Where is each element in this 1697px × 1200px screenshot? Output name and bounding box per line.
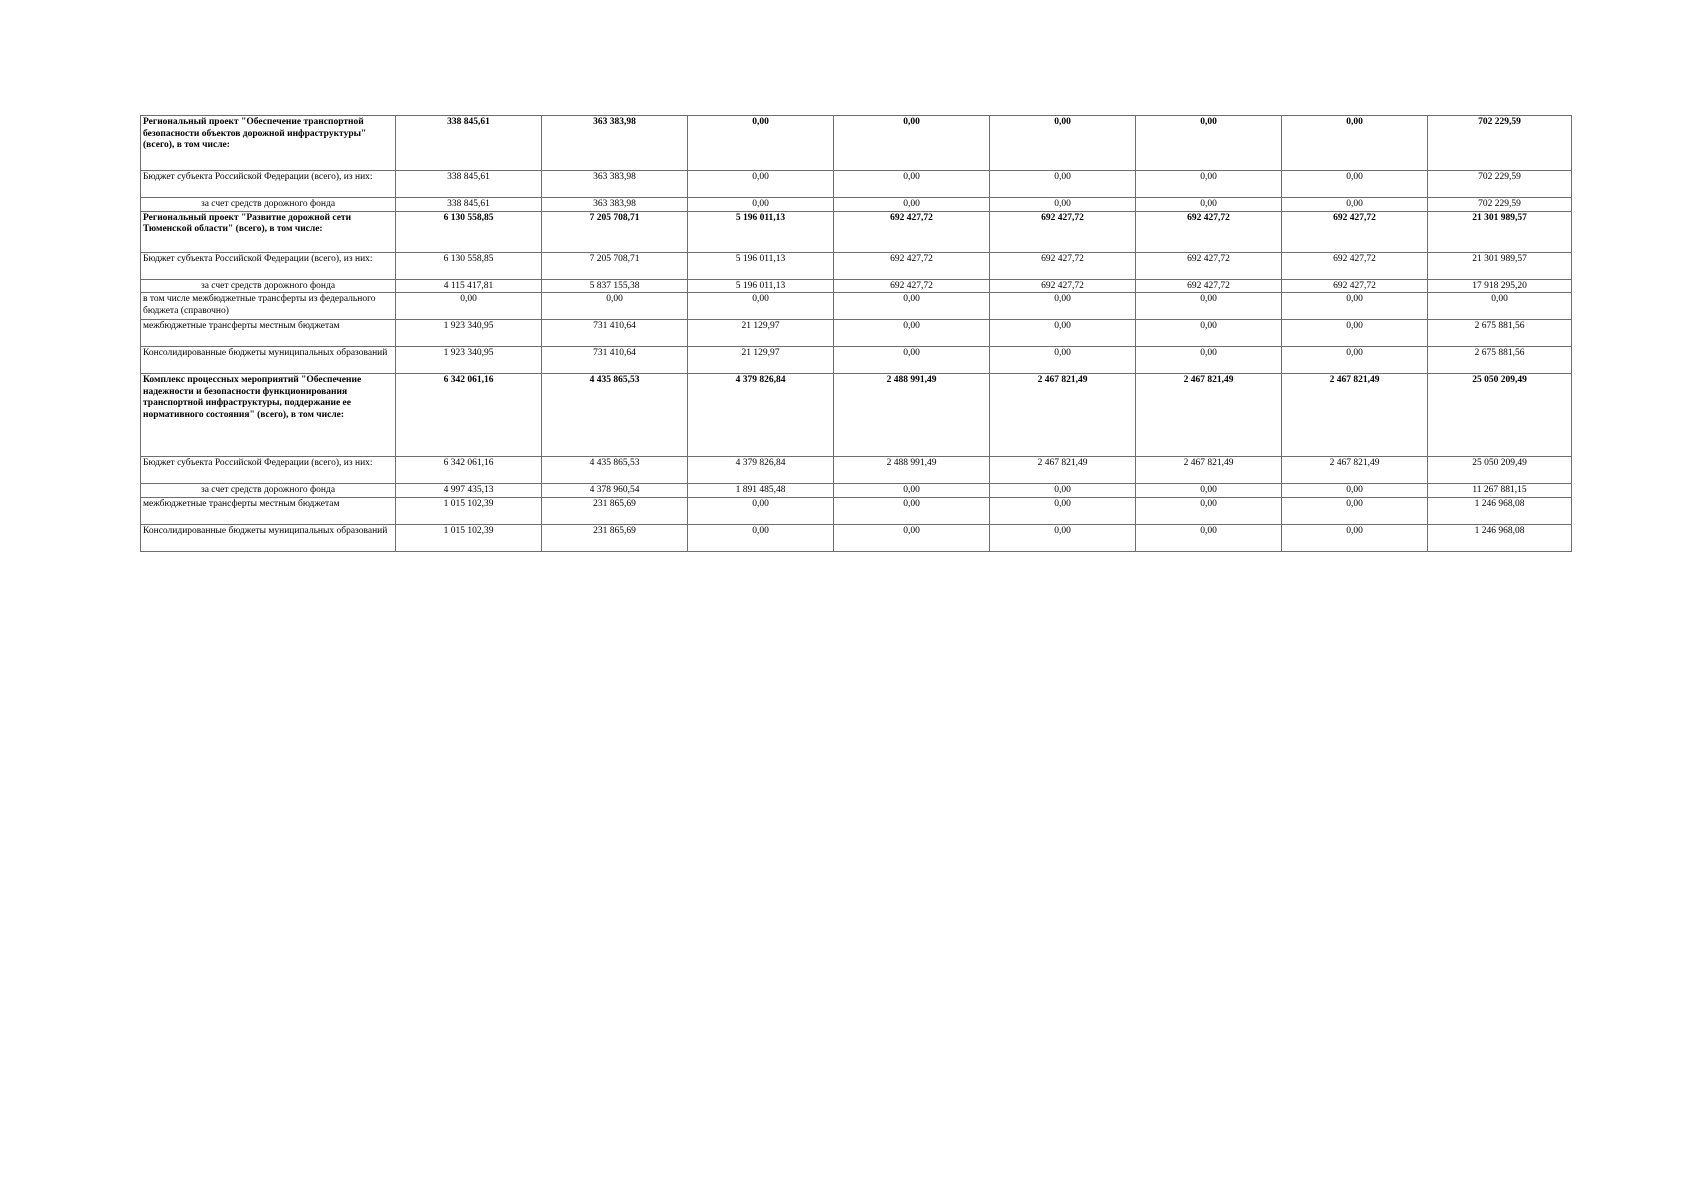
value-cell: 338 845,61 [396,171,542,198]
value-cell: 731 410,64 [542,320,688,347]
value-cell: 0,00 [834,198,990,212]
value-cell: 0,00 [1136,524,1282,551]
value-cell: 0,00 [1136,171,1282,198]
value-cell: 0,00 [834,524,990,551]
value-cell: 21 129,97 [688,347,834,374]
row-label: межбюджетные трансферты местным бюджетам [141,497,396,524]
value-cell: 0,00 [1282,116,1428,171]
table-row [141,374,1572,457]
value-cell: 2 467 821,49 [1282,374,1428,457]
value-cell: 692 427,72 [1136,211,1282,252]
value-cell: 2 467 821,49 [990,457,1136,484]
value-cell: 1 246 968,08 [1428,497,1572,524]
value-cell: 0,00 [688,497,834,524]
table-row [141,279,1572,293]
value-cell: 6 130 558,85 [396,252,542,279]
table-row [141,211,1572,252]
value-cell: 692 427,72 [990,252,1136,279]
value-cell: 5 196 011,13 [688,211,834,252]
value-cell: 0,00 [1282,497,1428,524]
value-cell: 25 050 209,49 [1428,374,1572,457]
value-cell: 0,00 [688,293,834,320]
value-cell: 0,00 [834,320,990,347]
value-cell: 0,00 [542,293,688,320]
table-row [141,198,1572,212]
value-cell: 692 427,72 [834,279,990,293]
value-cell: 692 427,72 [1136,252,1282,279]
row-label: Консолидированные бюджеты муниципальных образований [141,347,396,374]
value-cell: 0,00 [834,116,990,171]
value-cell: 1 923 340,95 [396,347,542,374]
value-cell: 692 427,72 [1282,252,1428,279]
row-label: за счет средств дорожного фонда [141,198,396,212]
table-row [141,116,1572,171]
value-cell: 231 865,69 [542,524,688,551]
value-cell: 0,00 [1136,320,1282,347]
value-cell: 21 301 989,57 [1428,211,1572,252]
value-cell: 692 427,72 [990,279,1136,293]
budget-table-body [141,116,1572,552]
value-cell: 1 015 102,39 [396,497,542,524]
value-cell: 2 488 991,49 [834,374,990,457]
value-cell: 0,00 [1136,497,1282,524]
table-row [141,347,1572,374]
value-cell: 0,00 [990,524,1136,551]
value-cell: 692 427,72 [834,252,990,279]
value-cell: 0,00 [834,347,990,374]
row-label: Региональный проект "Обеспечение транспортной безопасности объектов дорожной инфраструктуры" (всего), в том числе: [141,116,396,171]
value-cell: 4 435 865,53 [542,457,688,484]
value-cell: 0,00 [1282,293,1428,320]
value-cell: 11 267 881,15 [1428,484,1572,498]
value-cell: 0,00 [990,484,1136,498]
value-cell: 5 196 011,13 [688,252,834,279]
value-cell: 0,00 [396,293,542,320]
value-cell: 692 427,72 [834,211,990,252]
row-label: Комплекс процессных мероприятий "Обеспечение надежности и безопасности функционирования транспортной инфраструктуры, поддержание ее нормативного состояния" (всего), в том числе: [141,374,396,457]
table-row [141,171,1572,198]
value-cell: 4 378 960,54 [542,484,688,498]
value-cell: 7 205 708,71 [542,252,688,279]
value-cell: 4 379 826,84 [688,457,834,484]
value-cell: 338 845,61 [396,198,542,212]
value-cell: 0,00 [688,116,834,171]
row-label: Бюджет субъекта Российской Федерации (всего), из них: [141,457,396,484]
budget-table [140,115,1572,552]
value-cell: 6 342 061,16 [396,457,542,484]
value-cell: 0,00 [834,497,990,524]
value-cell: 2 467 821,49 [1136,374,1282,457]
value-cell: 0,00 [1282,320,1428,347]
value-cell: 702 229,59 [1428,171,1572,198]
document-page [140,115,1571,552]
value-cell: 2 467 821,49 [1282,457,1428,484]
table-row [141,457,1572,484]
value-cell: 2 675 881,56 [1428,347,1572,374]
value-cell: 0,00 [990,171,1136,198]
row-label: за счет средств дорожного фонда [141,279,396,293]
table-row [141,484,1572,498]
value-cell: 6 130 558,85 [396,211,542,252]
value-cell: 363 383,98 [542,171,688,198]
value-cell: 0,00 [1282,524,1428,551]
value-cell: 0,00 [834,171,990,198]
value-cell: 0,00 [990,320,1136,347]
value-cell: 0,00 [688,524,834,551]
value-cell: 0,00 [1428,293,1572,320]
value-cell: 5 196 011,13 [688,279,834,293]
value-cell: 692 427,72 [990,211,1136,252]
value-cell: 0,00 [834,484,990,498]
value-cell: 692 427,72 [1282,211,1428,252]
value-cell: 231 865,69 [542,497,688,524]
table-row [141,293,1572,320]
value-cell: 1 246 968,08 [1428,524,1572,551]
value-cell: 692 427,72 [1282,279,1428,293]
value-cell: 338 845,61 [396,116,542,171]
value-cell: 2 488 991,49 [834,457,990,484]
value-cell: 25 050 209,49 [1428,457,1572,484]
value-cell: 0,00 [1282,198,1428,212]
value-cell: 5 837 155,38 [542,279,688,293]
value-cell: 1 015 102,39 [396,524,542,551]
value-cell: 0,00 [1282,171,1428,198]
value-cell: 0,00 [990,116,1136,171]
value-cell: 0,00 [688,198,834,212]
table-row [141,320,1572,347]
row-label: за счет средств дорожного фонда [141,484,396,498]
value-cell: 0,00 [1282,484,1428,498]
value-cell: 1 891 485,48 [688,484,834,498]
table-row [141,524,1572,551]
table-row [141,497,1572,524]
value-cell: 4 997 435,13 [396,484,542,498]
value-cell: 0,00 [990,347,1136,374]
value-cell: 1 923 340,95 [396,320,542,347]
row-label: межбюджетные трансферты местным бюджетам [141,320,396,347]
value-cell: 21 129,97 [688,320,834,347]
value-cell: 4 115 417,81 [396,279,542,293]
value-cell: 4 379 826,84 [688,374,834,457]
value-cell: 0,00 [834,293,990,320]
value-cell: 0,00 [1136,484,1282,498]
value-cell: 0,00 [990,198,1136,212]
value-cell: 21 301 989,57 [1428,252,1572,279]
value-cell: 0,00 [1136,116,1282,171]
value-cell: 363 383,98 [542,198,688,212]
value-cell: 0,00 [1282,347,1428,374]
table-row [141,252,1572,279]
value-cell: 0,00 [1136,198,1282,212]
value-cell: 0,00 [990,497,1136,524]
value-cell: 702 229,59 [1428,116,1572,171]
row-label: Консолидированные бюджеты муниципальных образований [141,524,396,551]
value-cell: 2 467 821,49 [990,374,1136,457]
row-label: Бюджет субъекта Российской Федерации (всего), из них: [141,252,396,279]
value-cell: 2 675 881,56 [1428,320,1572,347]
value-cell: 0,00 [1136,293,1282,320]
value-cell: 702 229,59 [1428,198,1572,212]
value-cell: 0,00 [688,171,834,198]
value-cell: 0,00 [1136,347,1282,374]
row-label: в том числе межбюджетные трансферты из федерального бюджета (справочно) [141,293,396,320]
value-cell: 17 918 295,20 [1428,279,1572,293]
row-label: Бюджет субъекта Российской Федерации (всего), из них: [141,171,396,198]
value-cell: 731 410,64 [542,347,688,374]
row-label: Региональный проект "Развитие дорожной сети Тюменской области" (всего), в том числе: [141,211,396,252]
value-cell: 692 427,72 [1136,279,1282,293]
value-cell: 363 383,98 [542,116,688,171]
value-cell: 0,00 [990,293,1136,320]
value-cell: 4 435 865,53 [542,374,688,457]
value-cell: 7 205 708,71 [542,211,688,252]
value-cell: 6 342 061,16 [396,374,542,457]
value-cell: 2 467 821,49 [1136,457,1282,484]
